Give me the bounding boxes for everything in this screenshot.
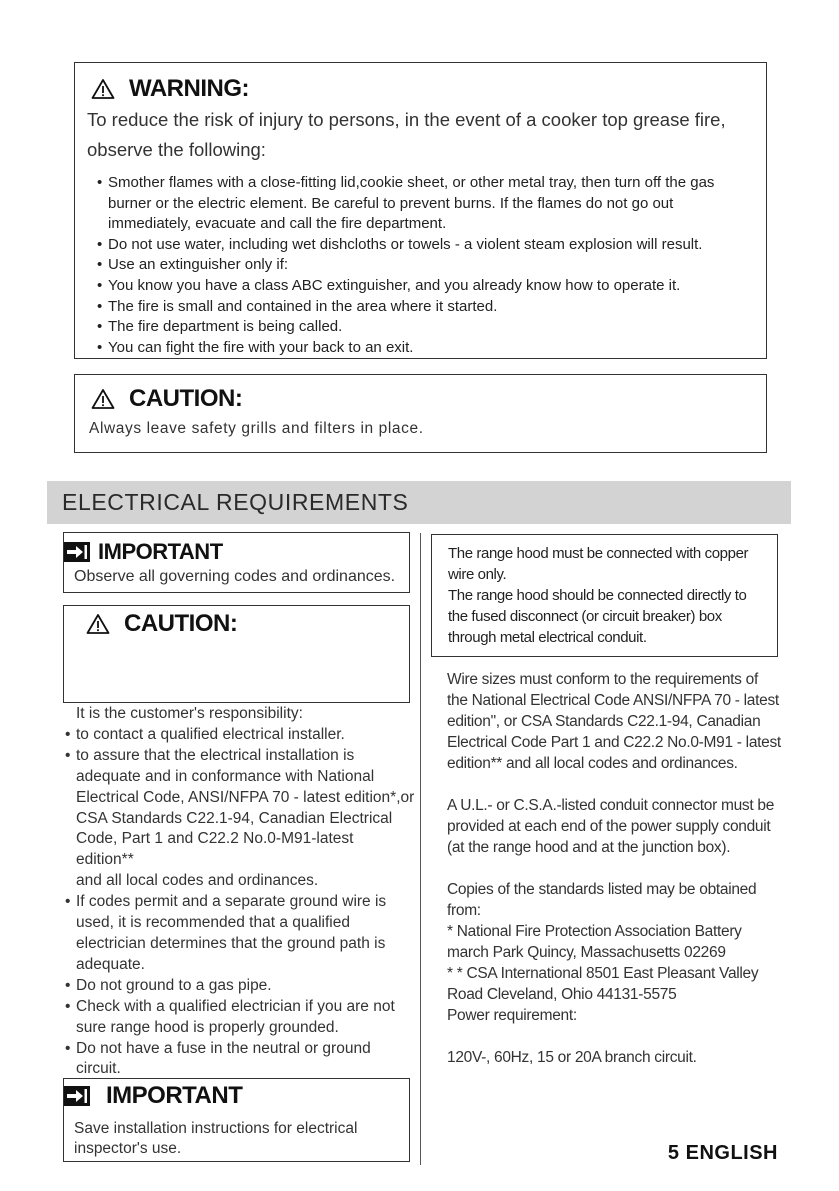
- important-heading: [64, 539, 403, 565]
- wire-size-paragraph: Wire sizes must conform to the requirements of the National Electrical Code ANSI/NFPA 70 - latest edition", or CSA Standards C22.1-94, Canadian Electrical Code Part 1 and C22.2 No.0-M91 - latest edition** and all local codes and ordinances.: [447, 671, 781, 772]
- caution-box-top: [74, 374, 767, 453]
- list-item: • You know you have a class ABC extinguisher, and you already know how to operate it.: [87, 276, 752, 297]
- warning-title: WARNING:: [129, 75, 249, 102]
- warning-triangle-icon: [91, 78, 115, 100]
- left-column-text: [55, 704, 415, 1080]
- wiring-note-line: The range hood should be connected directly to the fused disconnect (or circuit breaker) box through metal electrical conduit.: [448, 587, 747, 646]
- list-item: • Check with a qualified electrician if you are not sure range hood is properly grounded.: [55, 997, 415, 1039]
- important-text: Observe all governing codes and ordinances.: [74, 568, 396, 585]
- list-item: • Do not ground to a gas pipe.: [55, 976, 415, 997]
- important-title: IMPORTANT: [106, 1082, 243, 1109]
- list-item: • The fire is small and contained in the area where it started.: [87, 297, 752, 318]
- caution-heading: [86, 610, 409, 638]
- section-header: [47, 481, 791, 524]
- list-item: • to assure that the electrical installation is adequate and in conformance with National Electrical Code, ANSI/NFPA 70 - latest edition*,or CSA Standards C22.1-94, Canadian Electrical Code, Part 1 and C22.2 No.0-M91-latest edition**: [55, 746, 415, 871]
- wiring-note-box: [431, 534, 778, 657]
- list-item: • The fire department is being called.: [87, 317, 752, 338]
- left-intro: It is the customer's responsibility:: [76, 705, 303, 722]
- grounding-list: [55, 892, 415, 1080]
- wiring-note-line: The range hood must be connected with copper wire only.: [448, 545, 749, 583]
- list-item: • Use an extinguisher only if:: [87, 255, 752, 276]
- power-requirement-value: 120V-, 60Hz, 15 or 20A branch circuit.: [447, 1049, 697, 1066]
- section-title: ELECTRICAL REQUIREMENTS: [62, 489, 409, 515]
- conduit-paragraph: A U.L.- or C.S.A.-listed conduit connector must be provided at each end of the power supply conduit (at the range hood and at the junction box).: [447, 797, 775, 856]
- list-item: • Do not have a fuse in the neutral or ground circuit.: [55, 1039, 415, 1081]
- important-text: Save installation instructions for electrical inspector's use.: [74, 1120, 358, 1157]
- important-box-top: [63, 532, 410, 593]
- column-divider: [420, 533, 421, 1165]
- important-heading: [64, 1082, 403, 1110]
- list-item: • You can fight the fire with your back to an exit.: [87, 338, 752, 359]
- csa-address: * * CSA International 8501 East Pleasant Valley Road Cleveland, Ohio 44131-5575: [447, 965, 759, 1003]
- caution-title: CAUTION:: [124, 610, 238, 637]
- standards-paragraph: Copies of the standards listed may be obtained from:: [447, 881, 757, 919]
- list-item: • If codes permit and a separate ground wire is used, it is recommended that a qualified electrician determines that the ground path is adequate.: [55, 892, 415, 976]
- arrow-box-icon: [64, 542, 90, 562]
- warning-intro: To reduce the risk of injury to persons, in the event of a cooker top grease fire, observe the following:: [87, 109, 726, 160]
- caution-text: Always leave safety grills and filters in place.: [89, 420, 424, 437]
- warning-heading: [91, 75, 752, 103]
- list-item: • Smother flames with a close-fitting lid,cookie sheet, or other metal tray, then turn off the gas burner or the electric element. Be careful to prevent burns. If the flames do not go out immediately, evacuate and call the fire department.: [87, 173, 752, 235]
- list-item: • Do not use water, including wet dishcloths or towels - a violent steam explosion will result.: [87, 235, 752, 256]
- left-continuation: and all local codes and ordinances.: [76, 872, 319, 890]
- important-title: IMPORTANT: [98, 539, 223, 564]
- warning-list: [87, 173, 752, 358]
- arrow-box-icon: [64, 1086, 90, 1106]
- power-requirement-label: Power requirement:: [447, 1007, 577, 1024]
- list-item: • to contact a qualified electrical installer.: [55, 725, 415, 746]
- nfpa-address: * National Fire Protection Association Battery march Park Quincy, Massachusetts 02269: [447, 923, 742, 961]
- caution-title: CAUTION:: [129, 385, 243, 412]
- caution-box-mid: [63, 605, 410, 703]
- right-column-text: [447, 669, 782, 1068]
- warning-triangle-icon: [91, 388, 115, 410]
- responsibility-list: [55, 725, 415, 871]
- caution-heading: [91, 385, 752, 413]
- warning-triangle-icon: [86, 613, 110, 635]
- page-footer: 5 ENGLISH: [667, 1142, 778, 1164]
- warning-box: [74, 62, 767, 359]
- important-box-bottom: [63, 1078, 410, 1162]
